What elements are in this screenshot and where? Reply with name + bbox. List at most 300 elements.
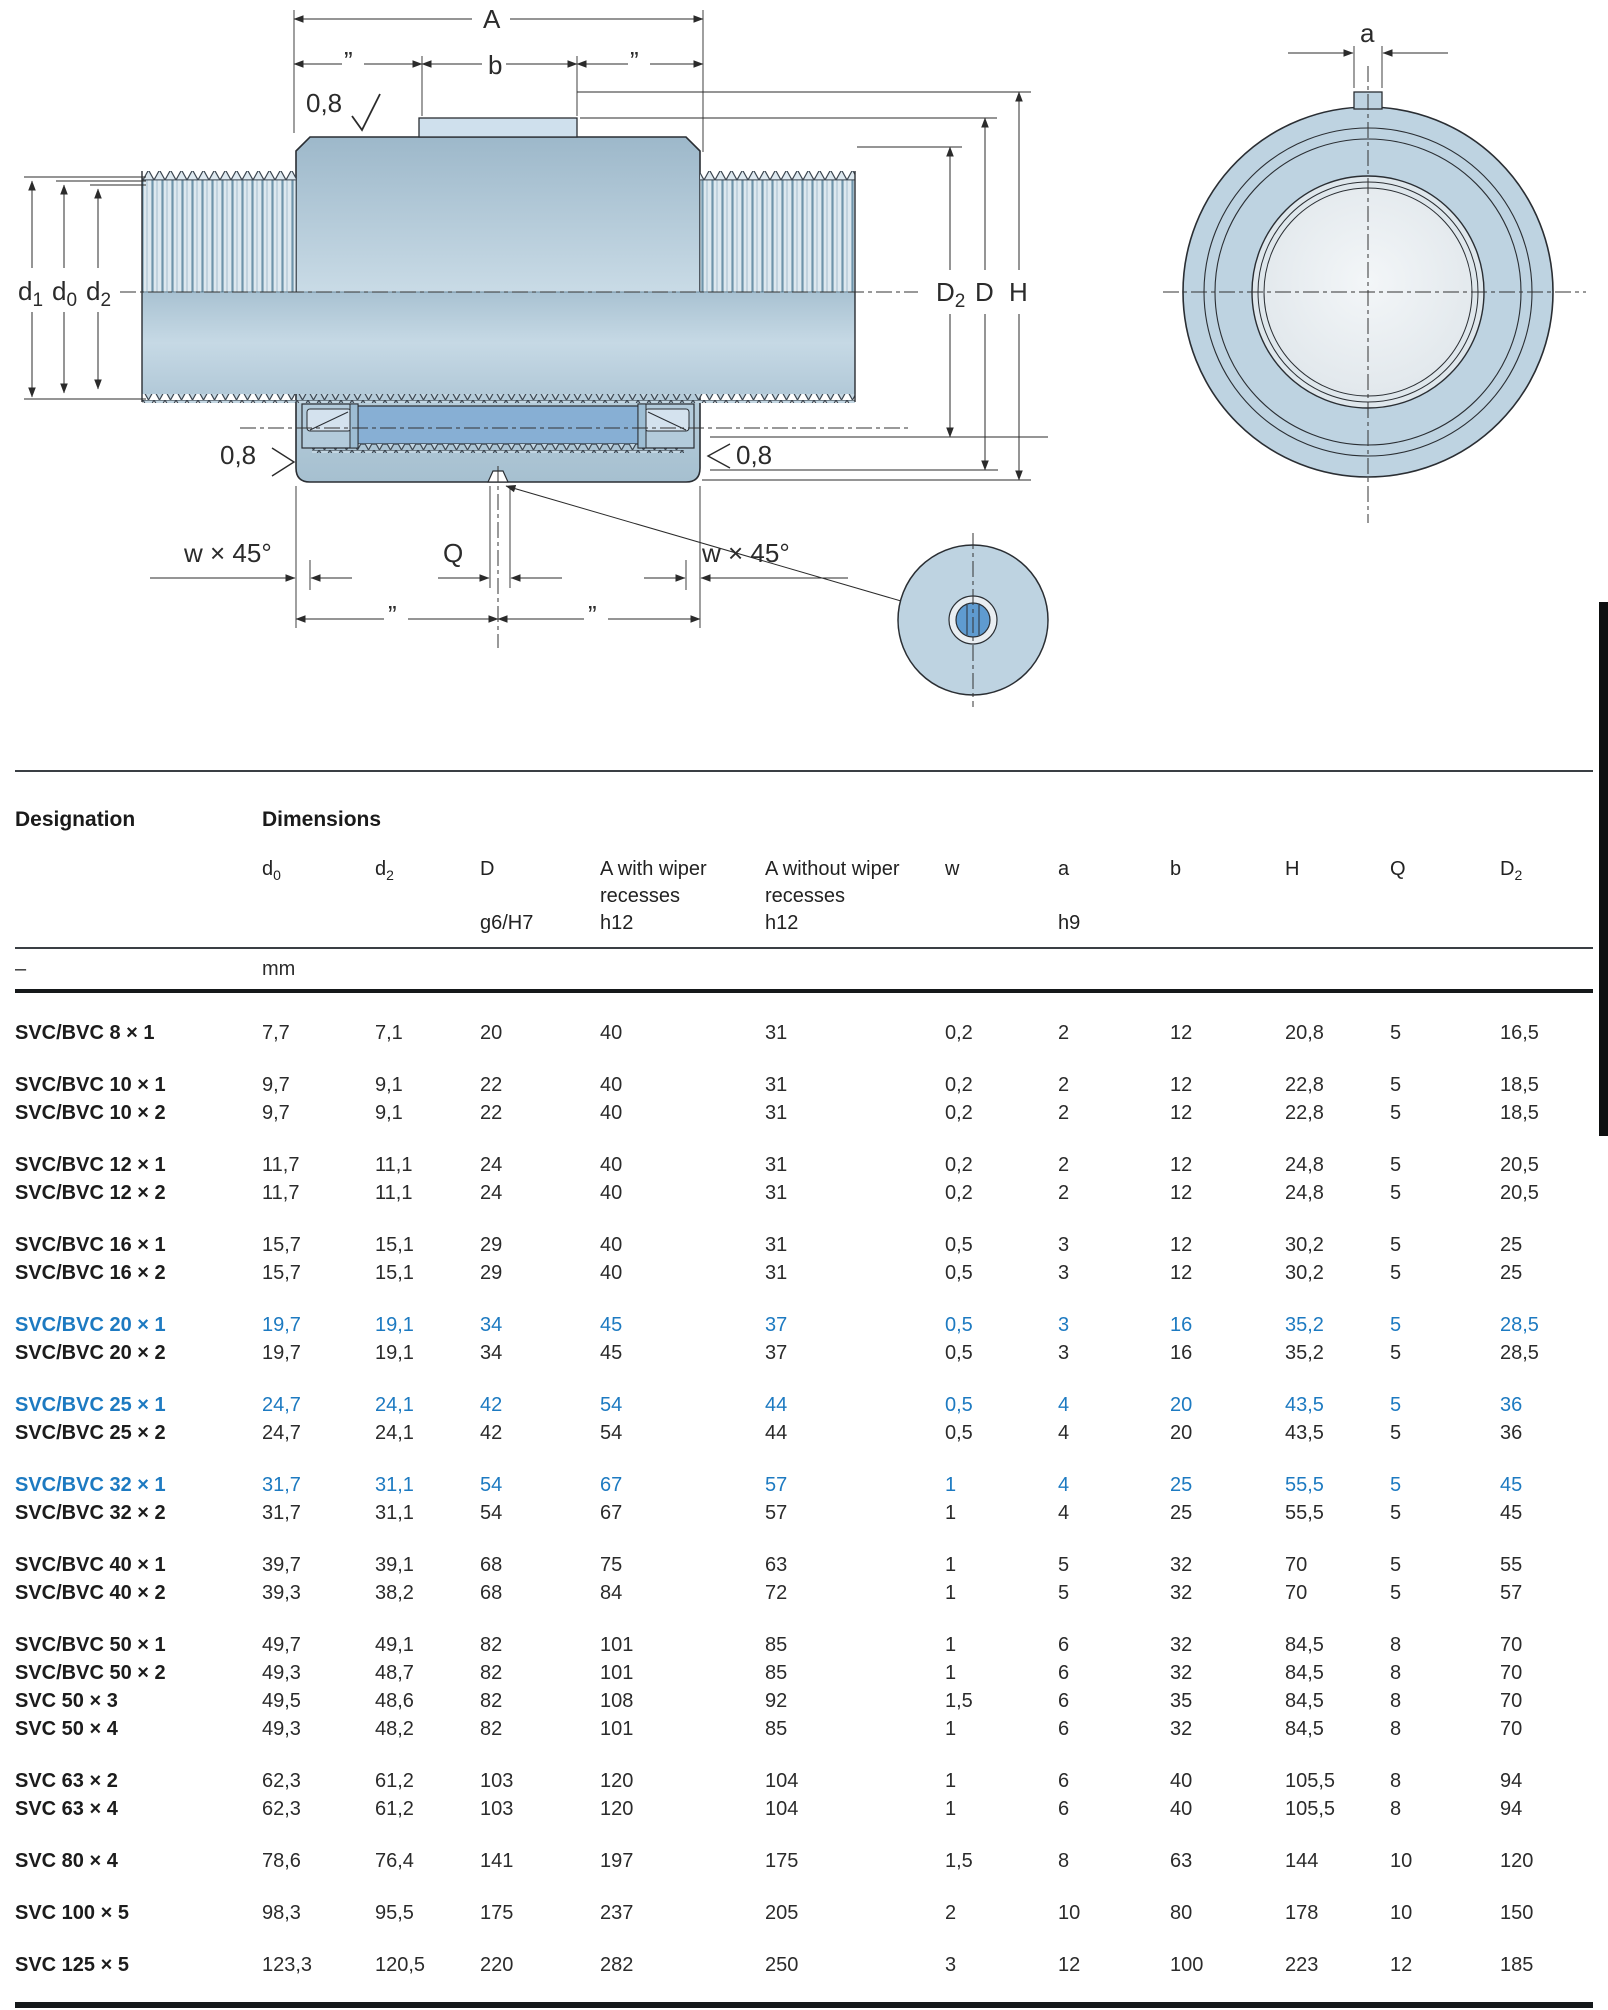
value-cell: 5 xyxy=(1390,1422,1402,1444)
col-header-D2: $D_2$ xyxy=(1500,858,1523,883)
value-cell: 141 xyxy=(480,1850,514,1872)
value-cell: 1 xyxy=(945,1798,957,1820)
designation-cell: SVC/BVC 50 × 1 xyxy=(15,1634,166,1656)
value-cell: 45 xyxy=(1500,1502,1523,1524)
value-cell: 1 xyxy=(945,1582,957,1604)
value-cell: 12 xyxy=(1170,1154,1193,1176)
value-cell: 67 xyxy=(600,1502,623,1524)
value-cell: 94 xyxy=(1500,1770,1523,1792)
value-cell: 19,1 xyxy=(375,1314,414,1336)
value-cell: 22 xyxy=(480,1074,503,1096)
value-cell: 8 xyxy=(1390,1662,1402,1684)
row-group xyxy=(15,1899,1593,1927)
value-cell: 11,7 xyxy=(262,1154,300,1176)
designation-cell: SVC 100 × 5 xyxy=(15,1902,129,1924)
designation-cell: SVC/BVC 25 × 2 xyxy=(15,1422,166,1444)
table-header-main xyxy=(15,808,1593,832)
value-cell: 32 xyxy=(1170,1554,1193,1576)
nut-key-tab xyxy=(419,118,577,137)
value-cell: 92 xyxy=(765,1690,788,1712)
value-cell: 61,2 xyxy=(375,1770,414,1792)
designation-cell: SVC/BVC 10 × 2 xyxy=(15,1102,166,1124)
value-cell: 44 xyxy=(765,1394,788,1416)
value-cell: 70 xyxy=(1500,1662,1523,1684)
table-row xyxy=(15,1847,1593,1875)
value-cell: 197 xyxy=(600,1850,634,1872)
value-cell: 3 xyxy=(1058,1314,1070,1336)
row-group xyxy=(15,1019,1593,1047)
value-cell: 54 xyxy=(600,1394,623,1416)
surface-label-top: 0,8 xyxy=(306,88,343,118)
value-cell: 9,1 xyxy=(375,1102,403,1124)
value-cell: 0,2 xyxy=(945,1102,973,1124)
value-cell: 24,1 xyxy=(375,1422,414,1444)
value-cell: 31 xyxy=(765,1022,788,1044)
value-cell: 15,1 xyxy=(375,1234,414,1256)
value-cell: 100 xyxy=(1170,1954,1204,1976)
value-cell: 11,1 xyxy=(375,1182,413,1204)
value-cell: 76,4 xyxy=(375,1850,414,1872)
value-cell: 5 xyxy=(1390,1474,1402,1496)
value-cell: 84,5 xyxy=(1285,1690,1324,1712)
value-cell: 16 xyxy=(1170,1314,1193,1336)
table-bottom-rule xyxy=(15,2002,1593,2008)
table-row xyxy=(15,1767,1593,1795)
value-cell: 120 xyxy=(1500,1850,1534,1872)
units-row xyxy=(15,949,1593,989)
value-cell: 105,5 xyxy=(1285,1770,1336,1792)
value-cell: 8 xyxy=(1390,1770,1402,1792)
value-cell: 5 xyxy=(1390,1262,1402,1284)
value-cell: 11,1 xyxy=(375,1154,413,1176)
table-row xyxy=(15,1579,1593,1607)
value-cell: 205 xyxy=(765,1902,799,1924)
value-cell: 5 xyxy=(1390,1182,1402,1204)
value-cell: 57 xyxy=(765,1502,788,1524)
designation-cell: SVC/BVC 12 × 1 xyxy=(15,1154,166,1176)
table-top-rule xyxy=(15,770,1593,772)
col-header-Q: Q xyxy=(1390,858,1406,880)
value-cell: 24,7 xyxy=(262,1394,301,1416)
table-row xyxy=(15,1659,1593,1687)
dim-label-d1: $d_1$ xyxy=(18,276,44,311)
value-cell: 5 xyxy=(1390,1582,1402,1604)
row-group xyxy=(15,1551,1593,1607)
value-cell: 6 xyxy=(1058,1634,1070,1656)
value-cell: 8 xyxy=(1058,1850,1070,1872)
designation-cell: SVC/BVC 20 × 2 xyxy=(15,1342,166,1364)
value-cell: 39,7 xyxy=(262,1554,301,1576)
value-cell: 0,5 xyxy=(945,1314,973,1336)
dim-label-D: D xyxy=(975,277,994,307)
value-cell: 6 xyxy=(1058,1798,1070,1820)
col-header-A-without: A without wiper recesses h12 xyxy=(765,858,900,934)
value-cell: 6 xyxy=(1058,1662,1070,1684)
value-cell: 63 xyxy=(1170,1850,1193,1872)
value-cell: 1 xyxy=(945,1662,957,1684)
value-cell: 40 xyxy=(600,1182,623,1204)
value-cell: 72 xyxy=(765,1582,788,1604)
table-header-columns xyxy=(15,858,1593,939)
value-cell: 12 xyxy=(1170,1102,1193,1124)
value-cell: 84,5 xyxy=(1285,1662,1324,1684)
value-cell: 32 xyxy=(1170,1718,1193,1740)
table-row xyxy=(15,1151,1593,1179)
value-cell: 223 xyxy=(1285,1954,1319,1976)
dimensions-header: Dimensions xyxy=(262,808,382,831)
table-row xyxy=(15,1179,1593,1207)
value-cell: 237 xyxy=(600,1902,634,1924)
front-view xyxy=(1163,46,1586,523)
table-row xyxy=(15,1687,1593,1715)
value-cell: 31 xyxy=(765,1074,788,1096)
value-cell: 40 xyxy=(1170,1770,1193,1792)
row-group xyxy=(15,1847,1593,1875)
table-row xyxy=(15,1715,1593,1743)
value-cell: 68 xyxy=(480,1582,503,1604)
value-cell: 44 xyxy=(765,1422,788,1444)
value-cell: 9,1 xyxy=(375,1074,403,1096)
value-cell: 55,5 xyxy=(1285,1502,1324,1524)
value-cell: 15,7 xyxy=(262,1234,301,1256)
table-row xyxy=(15,1259,1593,1287)
table-row xyxy=(15,1951,1593,1979)
value-cell: 1 xyxy=(945,1502,957,1524)
value-cell: 2 xyxy=(1058,1102,1070,1124)
dimensions-table xyxy=(15,770,1593,2003)
designation-cell: SVC/BVC 12 × 2 xyxy=(15,1182,166,1204)
value-cell: 55 xyxy=(1500,1554,1523,1576)
detail-view xyxy=(898,533,1048,707)
dim-label-A: A xyxy=(483,4,501,34)
value-cell: 25 xyxy=(1170,1502,1193,1524)
value-cell: 108 xyxy=(600,1690,634,1712)
value-cell: 36 xyxy=(1500,1394,1523,1416)
value-cell: 30,2 xyxy=(1285,1262,1324,1284)
value-cell: 2 xyxy=(945,1902,957,1924)
value-cell: 12 xyxy=(1058,1954,1081,1976)
value-cell: 24,1 xyxy=(375,1394,414,1416)
value-cell: 38,2 xyxy=(375,1582,414,1604)
value-cell: 31 xyxy=(765,1234,788,1256)
value-cell: 32 xyxy=(1170,1662,1193,1684)
dim-label-H: H xyxy=(1009,277,1028,307)
table-row xyxy=(15,1099,1593,1127)
designation-cell: SVC 80 × 4 xyxy=(15,1850,118,1872)
value-cell: 3 xyxy=(945,1954,957,1976)
value-cell: 31 xyxy=(765,1262,788,1284)
designation-cell: SVC/BVC 16 × 2 xyxy=(15,1262,166,1284)
row-group xyxy=(15,1071,1593,1127)
value-cell: 18,5 xyxy=(1500,1074,1539,1096)
value-cell: 37 xyxy=(765,1342,788,1364)
table-row xyxy=(15,1899,1593,1927)
value-cell: 220 xyxy=(480,1954,514,1976)
value-cell: 82 xyxy=(480,1690,503,1712)
value-cell: 1 xyxy=(945,1554,957,1576)
value-cell: 67 xyxy=(600,1474,623,1496)
value-cell: 45 xyxy=(600,1314,623,1336)
value-cell: 25 xyxy=(1500,1234,1523,1256)
dim-label-tick-bottom-right: ” xyxy=(588,600,597,630)
value-cell: 12 xyxy=(1170,1234,1193,1256)
value-cell: 6 xyxy=(1058,1770,1070,1792)
value-cell: 85 xyxy=(765,1662,788,1684)
value-cell: 1 xyxy=(945,1770,957,1792)
value-cell: 12 xyxy=(1170,1022,1193,1044)
value-cell: 15,7 xyxy=(262,1262,301,1284)
designation-cell: SVC/BVC 16 × 1 xyxy=(15,1234,166,1256)
value-cell: 1 xyxy=(945,1634,957,1656)
value-cell: 24,8 xyxy=(1285,1154,1324,1176)
value-cell: 29 xyxy=(480,1234,503,1256)
value-cell: 5 xyxy=(1390,1502,1402,1524)
value-cell: 54 xyxy=(480,1502,503,1524)
value-cell: 1 xyxy=(945,1718,957,1740)
value-cell: 104 xyxy=(765,1798,799,1820)
value-cell: 68 xyxy=(480,1554,503,1576)
value-cell: 25 xyxy=(1500,1262,1523,1284)
value-cell: 80 xyxy=(1170,1902,1193,1924)
value-cell: 3 xyxy=(1058,1262,1070,1284)
value-cell: 150 xyxy=(1500,1902,1534,1924)
value-cell: 175 xyxy=(765,1850,799,1872)
value-cell: 20,5 xyxy=(1500,1182,1539,1204)
value-cell: 19,7 xyxy=(262,1342,301,1364)
value-cell: 31,1 xyxy=(375,1502,414,1524)
value-cell: 2 xyxy=(1058,1074,1070,1096)
value-cell: 120 xyxy=(600,1798,634,1820)
value-cell: 103 xyxy=(480,1798,514,1820)
value-cell: 45 xyxy=(1500,1474,1523,1496)
value-cell: 4 xyxy=(1058,1502,1070,1524)
thread-sleeve xyxy=(312,406,684,444)
value-cell: 0,5 xyxy=(945,1342,973,1364)
table-row xyxy=(15,1071,1593,1099)
value-cell: 3 xyxy=(1058,1342,1070,1364)
row-group xyxy=(15,1151,1593,1207)
col-header-D: D g6/H7 xyxy=(480,858,534,934)
value-cell: 31,7 xyxy=(262,1502,301,1524)
value-cell: 20 xyxy=(1170,1394,1193,1416)
value-cell: 6 xyxy=(1058,1690,1070,1712)
value-cell: 4 xyxy=(1058,1422,1070,1444)
value-cell: 22,8 xyxy=(1285,1102,1324,1124)
value-cell: 48,7 xyxy=(375,1662,414,1684)
value-cell: 101 xyxy=(600,1718,634,1740)
value-cell: 31 xyxy=(765,1182,788,1204)
value-cell: 5 xyxy=(1390,1342,1402,1364)
value-cell: 31,7 xyxy=(262,1474,301,1496)
value-cell: 49,5 xyxy=(262,1690,301,1712)
value-cell: 49,1 xyxy=(375,1634,414,1656)
value-cell: 282 xyxy=(600,1954,634,1976)
value-cell: 9,7 xyxy=(262,1074,290,1096)
value-cell: 35 xyxy=(1170,1690,1193,1712)
designation-cell: SVC 50 × 4 xyxy=(15,1718,118,1740)
value-cell: 7,1 xyxy=(375,1022,403,1044)
technical-drawing xyxy=(0,0,1608,770)
designation-header: Designation xyxy=(15,808,136,831)
value-cell: 7,7 xyxy=(262,1022,290,1044)
value-cell: 40 xyxy=(600,1102,623,1124)
value-cell: 85 xyxy=(765,1634,788,1656)
dim-label-b: b xyxy=(488,50,503,80)
table-row xyxy=(15,1019,1593,1047)
value-cell: 103 xyxy=(480,1770,514,1792)
col-header-b: b xyxy=(1170,858,1182,880)
row-group xyxy=(15,1767,1593,1823)
dim-label-d0: $d_0$ xyxy=(52,276,78,311)
value-cell: 11,7 xyxy=(262,1182,300,1204)
table-row xyxy=(15,1339,1593,1367)
row-group xyxy=(15,1631,1593,1743)
designation-cell: SVC 50 × 3 xyxy=(15,1690,118,1712)
value-cell: 43,5 xyxy=(1285,1394,1324,1416)
value-cell: 40 xyxy=(600,1022,623,1044)
value-cell: 31 xyxy=(765,1102,788,1124)
value-cell: 8 xyxy=(1390,1634,1402,1656)
table-row xyxy=(15,1551,1593,1579)
value-cell: 82 xyxy=(480,1634,503,1656)
value-cell: 120 xyxy=(600,1770,634,1792)
value-cell: 20,8 xyxy=(1285,1022,1324,1044)
surface-label-bottom-left: 0,8 xyxy=(220,440,257,470)
value-cell: 0,2 xyxy=(945,1074,973,1096)
value-cell: 63 xyxy=(765,1554,788,1576)
value-cell: 0,5 xyxy=(945,1394,973,1416)
value-cell: 75 xyxy=(600,1554,623,1576)
value-cell: 48,6 xyxy=(375,1690,414,1712)
value-cell: 29 xyxy=(480,1262,503,1284)
value-cell: 5 xyxy=(1390,1102,1402,1124)
value-cell: 43,5 xyxy=(1285,1422,1324,1444)
value-cell: 31 xyxy=(765,1154,788,1176)
value-cell: 20 xyxy=(1170,1422,1193,1444)
designation-cell: SVC/BVC 50 × 2 xyxy=(15,1662,166,1684)
value-cell: 0,2 xyxy=(945,1022,973,1044)
value-cell: 5 xyxy=(1390,1394,1402,1416)
value-cell: 24,8 xyxy=(1285,1182,1324,1204)
row-group xyxy=(15,1311,1593,1367)
value-cell: 40 xyxy=(600,1234,623,1256)
value-cell: 35,2 xyxy=(1285,1314,1324,1336)
units-dash: – xyxy=(15,957,27,980)
row-group xyxy=(15,1471,1593,1527)
wiper-seal-right xyxy=(638,404,694,448)
value-cell: 54 xyxy=(600,1422,623,1444)
header-thick-rule xyxy=(15,989,1593,993)
dim-label-a: a xyxy=(1360,18,1375,48)
value-cell: 48,2 xyxy=(375,1718,414,1740)
dim-label-w45-left: w × 45° xyxy=(184,538,272,568)
value-cell: 34 xyxy=(480,1314,503,1336)
value-cell: 42 xyxy=(480,1394,503,1416)
value-cell: 36 xyxy=(1500,1422,1523,1444)
value-cell: 10 xyxy=(1390,1902,1413,1924)
col-header-w: w xyxy=(945,858,960,880)
value-cell: 5 xyxy=(1058,1554,1070,1576)
page-edge-tab xyxy=(1599,602,1608,1136)
value-cell: 4 xyxy=(1058,1474,1070,1496)
value-cell: 20,5 xyxy=(1500,1154,1539,1176)
table-row xyxy=(15,1631,1593,1659)
value-cell: 37 xyxy=(765,1314,788,1336)
value-cell: 84 xyxy=(600,1582,623,1604)
value-cell: 3 xyxy=(1058,1234,1070,1256)
designation-cell: SVC/BVC 32 × 1 xyxy=(15,1474,166,1496)
table-row xyxy=(15,1795,1593,1823)
value-cell: 49,3 xyxy=(262,1718,301,1740)
value-cell: 5 xyxy=(1390,1154,1402,1176)
value-cell: 45 xyxy=(600,1342,623,1364)
value-cell: 61,2 xyxy=(375,1798,414,1820)
value-cell: 32 xyxy=(1170,1582,1193,1604)
value-cell: 34 xyxy=(480,1342,503,1364)
section-view xyxy=(120,118,918,648)
table-row xyxy=(15,1311,1593,1339)
value-cell: 6 xyxy=(1058,1718,1070,1740)
value-cell: 0,5 xyxy=(945,1234,973,1256)
value-cell: 0,2 xyxy=(945,1154,973,1176)
value-cell: 49,7 xyxy=(262,1634,301,1656)
designation-cell: SVC/BVC 10 × 1 xyxy=(15,1074,166,1096)
value-cell: 1,5 xyxy=(945,1690,973,1712)
value-cell: 28,5 xyxy=(1500,1314,1539,1336)
value-cell: 4 xyxy=(1058,1394,1070,1416)
value-cell: 19,1 xyxy=(375,1342,414,1364)
units-label: mm xyxy=(262,957,296,980)
row-group xyxy=(15,1391,1593,1447)
value-cell: 10 xyxy=(1390,1850,1413,1872)
value-cell: 175 xyxy=(480,1902,514,1924)
value-cell: 82 xyxy=(480,1718,503,1740)
value-cell: 28,5 xyxy=(1500,1342,1539,1364)
value-cell: 57 xyxy=(1500,1582,1523,1604)
designation-cell: SVC/BVC 25 × 1 xyxy=(15,1394,166,1416)
value-cell: 54 xyxy=(480,1474,503,1496)
value-cell: 0,2 xyxy=(945,1182,973,1204)
col-header-A-with: A with wiper recesses h12 xyxy=(600,858,707,934)
value-cell: 12 xyxy=(1390,1954,1413,1976)
value-cell: 8 xyxy=(1390,1718,1402,1740)
value-cell: 15,1 xyxy=(375,1262,414,1284)
value-cell: 185 xyxy=(1500,1954,1534,1976)
value-cell: 5 xyxy=(1390,1074,1402,1096)
value-cell: 250 xyxy=(765,1954,799,1976)
value-cell: 5 xyxy=(1390,1554,1402,1576)
designation-cell: SVC/BVC 40 × 1 xyxy=(15,1554,166,1576)
value-cell: 35,2 xyxy=(1285,1342,1324,1364)
designation-cell: SVC 125 × 5 xyxy=(15,1954,129,1976)
value-cell: 40 xyxy=(600,1154,623,1176)
value-cell: 5 xyxy=(1390,1234,1402,1256)
table-row xyxy=(15,1499,1593,1527)
value-cell: 5 xyxy=(1390,1314,1402,1336)
value-cell: 12 xyxy=(1170,1262,1193,1284)
value-cell: 2 xyxy=(1058,1182,1070,1204)
value-cell: 19,7 xyxy=(262,1314,301,1336)
col-header-d0: $d_0$ xyxy=(262,858,281,883)
value-cell: 1 xyxy=(945,1474,957,1496)
value-cell: 40 xyxy=(1170,1798,1193,1820)
dim-label-w45-right: w × 45° xyxy=(702,538,790,568)
value-cell: 9,7 xyxy=(262,1102,290,1124)
designation-cell: SVC/BVC 8 × 1 xyxy=(15,1022,155,1044)
value-cell: 95,5 xyxy=(375,1902,414,1924)
value-cell: 25 xyxy=(1170,1474,1193,1496)
value-cell: 39,3 xyxy=(262,1582,301,1604)
